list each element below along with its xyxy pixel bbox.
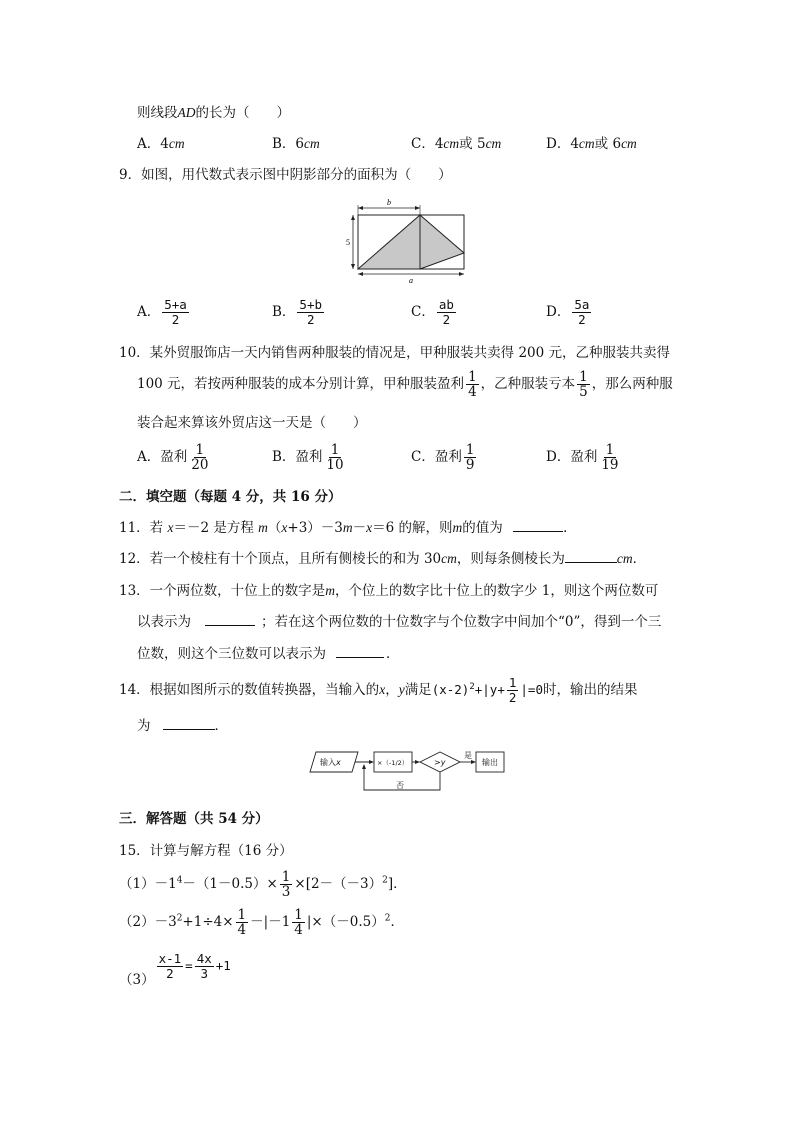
q13-line-1: 13．一个两位数，十位上的数字是m，个位上的数字比十位上的数字少 1，则这个两位数可 [119, 583, 659, 599]
q9-figure [342, 197, 472, 285]
svg-text:否: 否 [396, 781, 404, 790]
q10-option-c: C．盈利 $\frac{1}{9}$ [411, 442, 475, 473]
q15-part-3: （3） $\frac{x-1}{2}$ = $\frac{4x}{3}$ +1 [119, 951, 231, 988]
q9-option-a: A． $\frac{5+a}{2}$ [137, 297, 187, 327]
q9-stem: 9．如图，用代数式表示图中阴影部分的面积为（ ） [119, 167, 452, 183]
q13-answer-blank-1[interactable] [205, 613, 255, 626]
svg-text:输出: 输出 [482, 758, 498, 767]
section-3-title: 三．解答题（共 54 分） [119, 811, 269, 827]
q10-line-2: 100 元，若按两种服装的成本分别计算，甲种服装盈利 $\frac{1}{4}$ ，乙种服装亏本 $\frac{1}{5}$ ，那么两种服 [137, 369, 673, 400]
q8-option-a: A．4cm [137, 136, 185, 152]
q8-option-d: D．4cm或 6cm [546, 136, 637, 152]
section-2-title: 二．填空题（每题 4 分，共 16 分） [119, 489, 342, 505]
q13-answer-blank-2[interactable] [336, 645, 384, 658]
q12-answer-blank[interactable] [565, 550, 617, 563]
svg-text:>y: >y [434, 758, 446, 767]
svg-text:输入x: 输入x [320, 758, 341, 767]
svg-text:×（-1/2）: ×（-1/2） [377, 759, 409, 767]
q9-label-b: b [387, 198, 391, 207]
q15-part-1: $(1)-1^4-(1-0.5)\times$ $\frac{1}{3}$ $\times[2-(-3)^2]$． [119, 869, 407, 900]
q9-option-b: B． $\frac{5+b}{2}$ [272, 297, 322, 327]
q10-option-a: A．盈利 $\frac{1}{20}$ [137, 442, 209, 473]
svg-text:是: 是 [464, 751, 472, 760]
q9-shaded-triangle-right [420, 215, 464, 269]
q10-option-b: B．盈利 $\frac{1}{10}$ [272, 442, 344, 473]
q11-answer-blank[interactable] [513, 519, 563, 532]
q11: 11．若 x＝－2 是方程 m（x+3）－3m－x＝6 的解，则m的值为 ． [119, 520, 577, 536]
q9-option-d: D． $\frac{5a}{2}$ [546, 297, 590, 327]
q14-line-1: 14．根据如图所示的数值转换器，当输入的x，y满足$(x-2)^2+|y+$ $\frac{1}{2}$ |=0时，输出的结果 [119, 675, 638, 705]
q9-option-c: C． $\frac{ab}{2}$ [411, 297, 454, 327]
q8-stem: 则线段AD的长为（ ） [137, 105, 290, 121]
q9-label-5: 5 [346, 238, 350, 247]
q10-line-1: 10．某外贸服饰店一天内销售两种服装的情况是，甲种服装共卖得 200 元，乙种服装共卖得 [119, 345, 671, 361]
q13-line-2: 以表示为 ；若在这个两位数的十位数字与个位数字中间加个“0”，得到一个三 [137, 614, 662, 630]
q13-line-3: 位数，则这个三位数可以表示为 ． [137, 646, 400, 662]
q12: 12．若一个棱柱有十个顶点，且所有侧棱长的和为 30cm，则每条侧棱长为 cm． [119, 551, 647, 567]
q9-shaded-triangle-left [358, 215, 420, 269]
q14-flowchart [306, 748, 506, 796]
q15-title: 15．计算与解方程（16 分） [119, 843, 293, 859]
q14-answer-blank[interactable] [163, 717, 215, 730]
q8-option-c: C．4cm或 5cm [411, 136, 502, 152]
q10-line-3: 装合起来算该外贸店这一天是（ ） [137, 415, 367, 431]
q10-option-d: D．盈利 $\frac{1}{19}$ [546, 442, 619, 473]
q14-line-2: 为 ． [137, 718, 228, 734]
q9-label-a: a [409, 276, 413, 285]
q15-part-2: $(2)-3^2+1\div 4\times$ $\frac{1}{4}$ －|－1 $\frac{1}{4}$ $|\times(-0.5)^2$． [119, 907, 404, 938]
q8-option-b: B．6cm [272, 136, 320, 152]
